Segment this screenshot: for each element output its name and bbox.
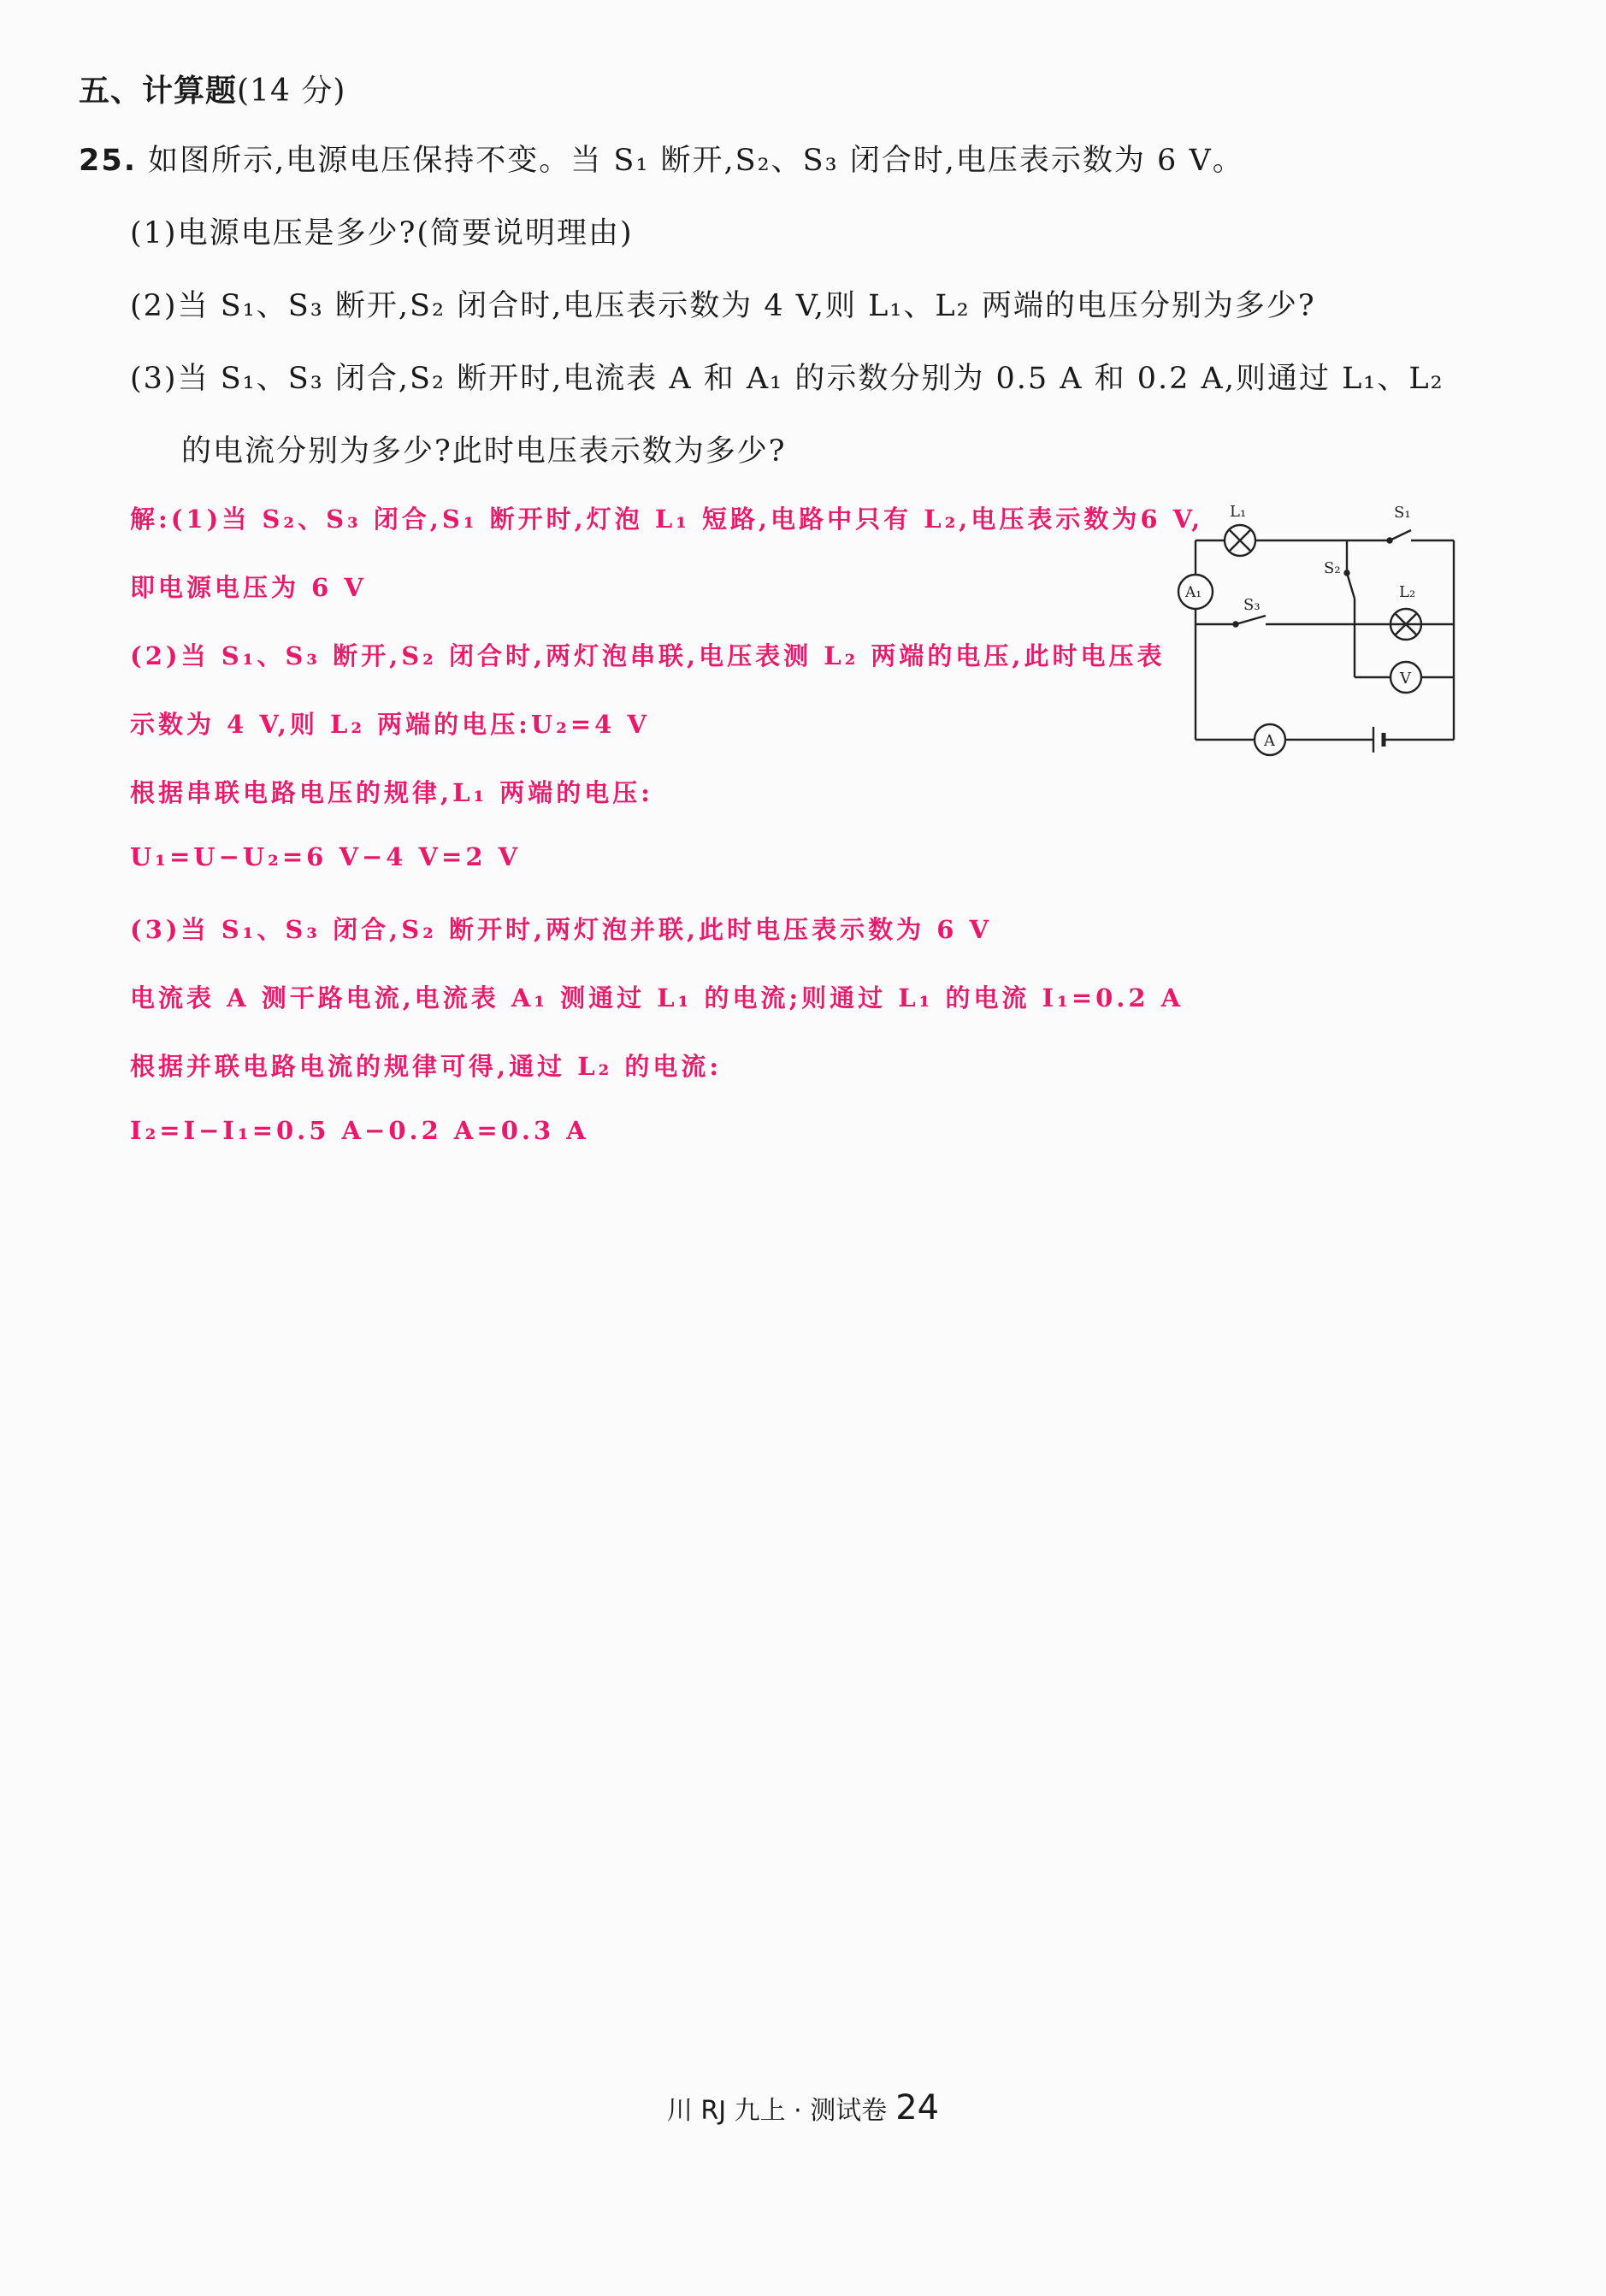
answer-line-1: 解:(1)当 S₂、S₃ 闭合,S₁ 断开时,灯泡 L₁ 短路,电路中只有 L₂,电压表示数为6 V, bbox=[130, 505, 1204, 534]
question-stem bbox=[79, 137, 1244, 180]
section-score: (14 分) bbox=[237, 74, 346, 109]
page-footer bbox=[0, 2088, 1606, 2128]
page-number: 24 bbox=[895, 2088, 940, 2128]
circuit-diagram bbox=[1172, 487, 1479, 761]
label-s3: S₃ bbox=[1243, 596, 1261, 614]
switch-s2-symbol bbox=[1345, 571, 1355, 599]
answer-line-6: U₁=U−U₂=6 V−4 V=2 V bbox=[130, 842, 522, 871]
question-part-1: (1)电源电压是多少?(简要说明理由) bbox=[130, 216, 634, 251]
label-l2: L₂ bbox=[1399, 583, 1416, 601]
answer-line-2: 即电源电压为 6 V bbox=[130, 573, 367, 602]
question-part-3: (3)当 S₁、S₃ 闭合,S₂ 断开时,电流表 A 和 A₁ 的示数分别为 0.5 A 和 0.2 A,则通过 L₁、L₂ bbox=[130, 362, 1444, 396]
label-v: V bbox=[1400, 670, 1411, 688]
answer-line-9: 根据并联电路电流的规律可得,通过 L₂ 的电流: bbox=[130, 1052, 723, 1081]
lamp-l1-symbol bbox=[1225, 525, 1255, 556]
answer-line-7: (3)当 S₁、S₃ 闭合,S₂ 断开时,两灯泡并联,此时电压表示数为 6 V bbox=[130, 915, 993, 944]
answer-line-3: (2)当 S₁、S₃ 断开,S₂ 闭合时,两灯泡串联,电压表测 L₂ 两端的电压,此时电压表 bbox=[130, 641, 1166, 670]
battery-symbol bbox=[1373, 727, 1384, 753]
footer-text: 川 RJ 九上 · 测试卷 bbox=[666, 2096, 888, 2126]
label-l1: L₁ bbox=[1230, 503, 1247, 521]
label-a1: A₁ bbox=[1185, 584, 1202, 601]
switch-s1-symbol bbox=[1388, 530, 1412, 543]
answer-line-4: 示数为 4 V,则 L₂ 两端的电压:U₂=4 V bbox=[130, 710, 650, 739]
answer-line-5: 根据串联电路电压的规律,L₁ 两端的电压: bbox=[130, 778, 653, 807]
label-a: A bbox=[1264, 732, 1275, 750]
switch-s3-symbol bbox=[1234, 616, 1266, 627]
section-title-text: 五、计算题 bbox=[79, 74, 238, 109]
label-s1: S₁ bbox=[1394, 504, 1411, 522]
question-part-3-cont: 的电流分别为多少?此时电压表示数为多少? bbox=[181, 434, 787, 469]
section-title bbox=[79, 67, 345, 110]
question-number: 25. bbox=[79, 144, 138, 178]
question-part-2: (2)当 S₁、S₃ 断开,S₂ 闭合时,电压表示数为 4 V,则 L₁、L₂ 两端的电压分别为多少? bbox=[130, 289, 1316, 323]
label-s2: S₂ bbox=[1324, 559, 1341, 577]
question-stem-text: 如图所示,电源电压保持不变。当 S₁ 断开,S₂、S₃ 闭合时,电压表示数为 6 V。 bbox=[148, 144, 1244, 178]
answer-line-8: 电流表 A 测干路电流,电流表 A₁ 测通过 L₁ 的电流;则通过 L₁ 的电流 I₁=0.2 A bbox=[130, 983, 1184, 1012]
answer-line-10: I₂=I−I₁=0.5 A−0.2 A=0.3 A bbox=[130, 1116, 589, 1145]
